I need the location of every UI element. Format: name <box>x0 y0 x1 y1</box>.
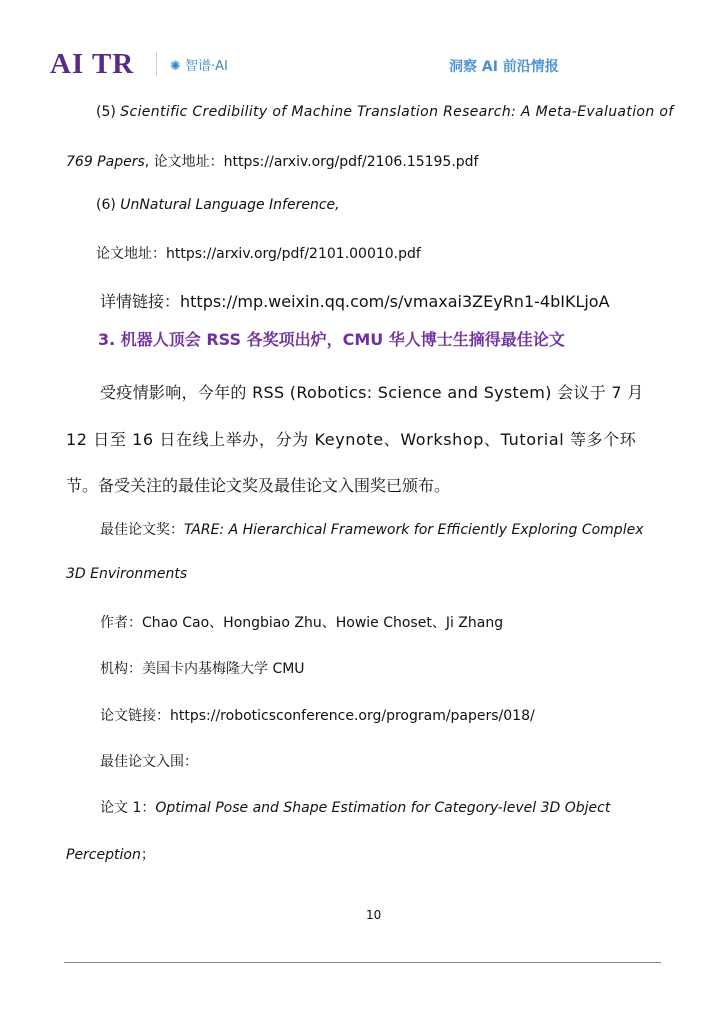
ref-title: Scientific Credibility of Machine Translation Research: A Meta-Evaluation of <box>120 104 674 120</box>
logo-divider <box>156 52 157 76</box>
ref-number: (6) <box>96 197 121 213</box>
paper-title: TARE: A Hierarchical Framework for Efficiently Exploring Complex <box>184 522 644 538</box>
institution: 机构：美国卡内基梅隆大学 CMU <box>100 661 305 677</box>
ref-5 <box>96 104 674 120</box>
zhipu-logo: ✺ 智谱·AI <box>170 59 228 74</box>
paragraph-line: 节。备受关注的最佳论文奖及最佳论文入围奖已颁布。 <box>66 476 451 495</box>
ref-title: UnNatural Language Inference, <box>120 197 340 213</box>
ref-link[interactable]: , 论文地址：https://arxiv.org/pdf/2106.15195.pdf <box>144 154 479 170</box>
paper-title: Optimal Pose and Shape Estimation for Category-level 3D Object <box>155 800 611 816</box>
footer-rule <box>64 962 661 963</box>
finalist-1-cont <box>66 844 155 864</box>
paper-title: Perception <box>66 847 141 863</box>
best-paper <box>100 519 643 539</box>
ref-6 <box>96 197 340 213</box>
finalist-1 <box>100 797 610 817</box>
paper-link[interactable]: 论文链接：https://roboticsconference.org/program/papers/018/ <box>100 708 535 724</box>
paragraph-line: 12 日至 16 日在线上举办，分为 Keynote、Workshop、Tutorial 等多个环 <box>66 430 637 449</box>
ref-6-link[interactable]: 论文地址：https://arxiv.org/pdf/2101.00010.pdf <box>96 246 421 262</box>
section-heading: 3. 机器人顶会 RSS 各奖项出炉，CMU 华人博士生摘得最佳论文 <box>98 330 565 349</box>
label: 论文 1： <box>100 800 156 816</box>
authors: 作者：Chao Cao、Hongbiao Zhu、Howie Choset、Ji Zhang <box>100 615 504 631</box>
punct: ； <box>140 847 155 863</box>
ref-title: 769 Papers <box>66 154 145 170</box>
ref-number: (5) <box>96 104 121 120</box>
header-tagline: 洞察 AI 前沿情报 <box>449 59 559 75</box>
aitr-logo: AI TR <box>50 48 135 80</box>
partner-name: 智谱·AI <box>185 59 228 74</box>
paper-title-cont: 3D Environments <box>66 566 188 582</box>
ref-5-cont <box>66 151 478 171</box>
label: 最佳论文奖： <box>100 522 184 538</box>
page-number: 10 <box>366 908 382 922</box>
detail-link[interactable]: 详情链接：https://mp.weixin.qq.com/s/vmaxai3ZEyRn1-4bIKLjoA <box>100 292 610 311</box>
finalist-label: 最佳论文入围： <box>100 754 198 770</box>
paragraph-line: 受疫情影响，今年的 RSS (Robotics: Science and System) 会议于 7 月 <box>100 383 644 402</box>
